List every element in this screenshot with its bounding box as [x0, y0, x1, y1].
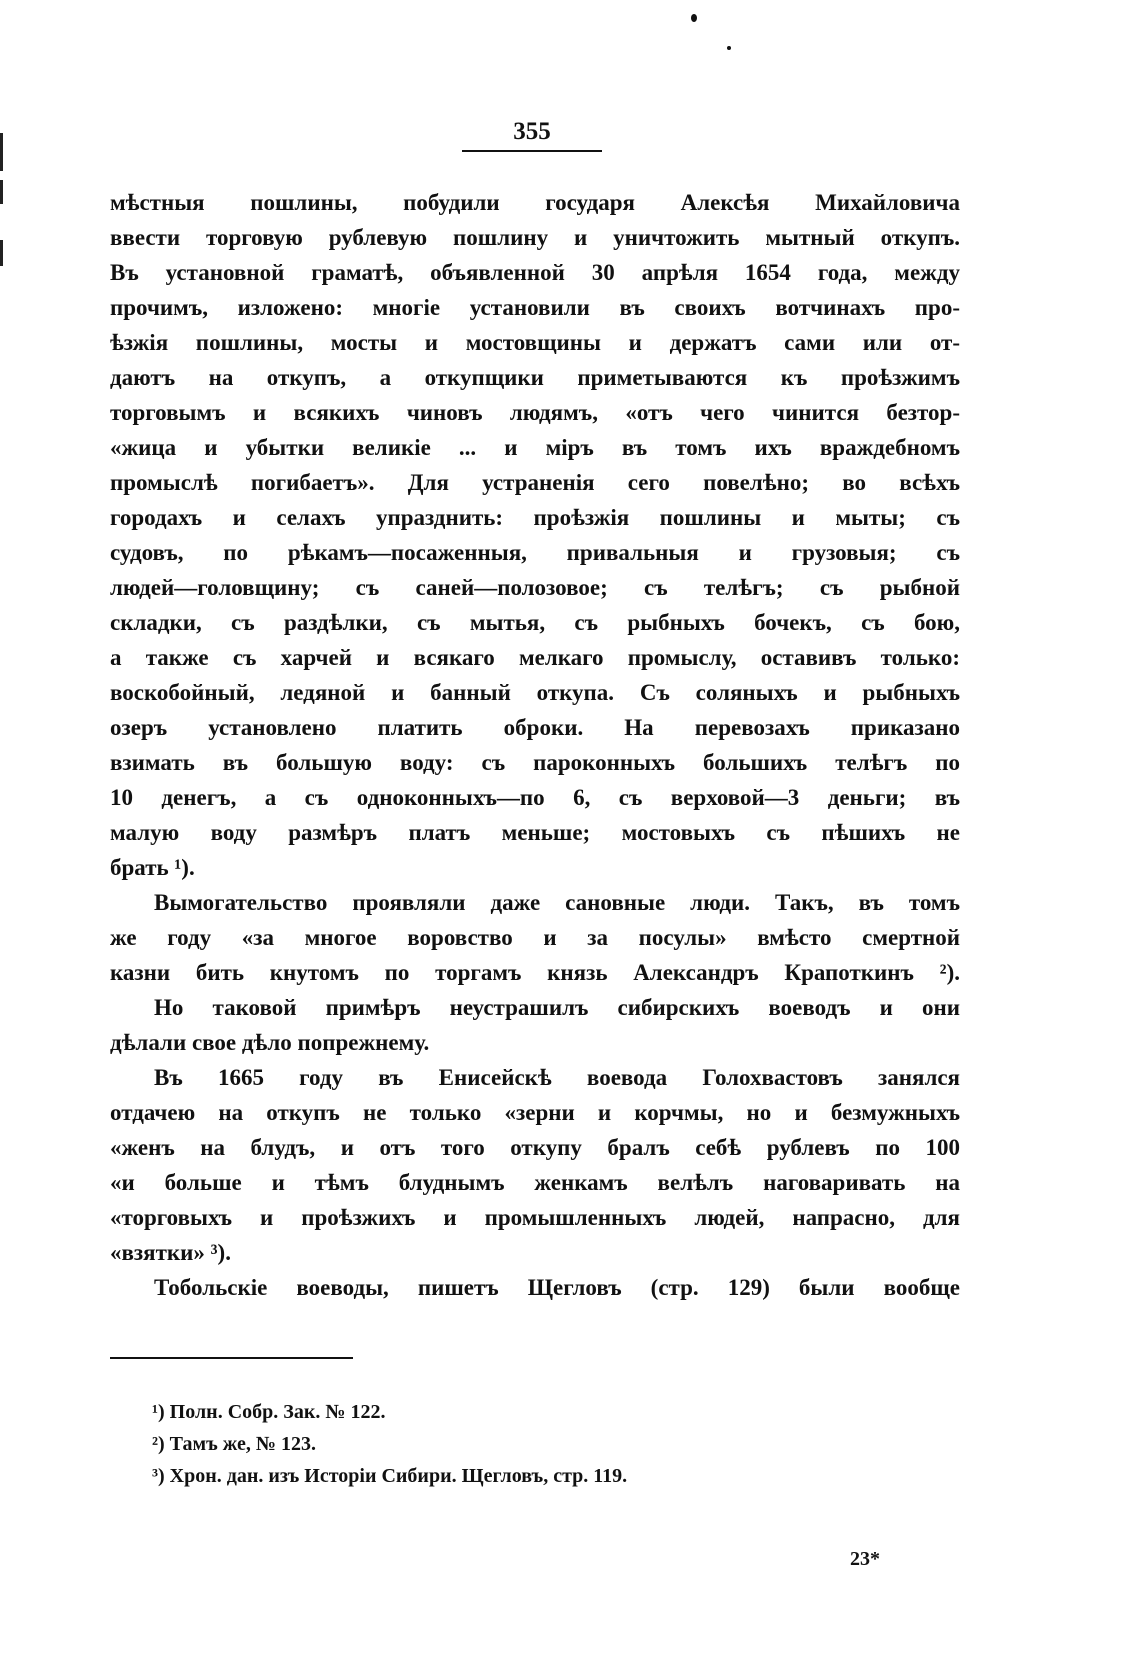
text-line: а также съ харчей и всякаго мелкаго промыслу, оставивъ только: — [110, 645, 960, 670]
footnote-2: ²) Тамъ же, № 123. — [152, 1433, 316, 1455]
text-line: озеръ установлено платить оброки. На перевозахъ приказано — [110, 715, 960, 740]
text-line: мѣстныя пошлины, побудили государя Алексѣя Михайловича — [110, 190, 960, 215]
text-line: дѣлали свое дѣло попрежнему. — [110, 1030, 430, 1055]
text-line: людей—головщину; съ саней—полозовое; съ телѣгъ; съ рыбной — [110, 575, 960, 600]
text-line: ѣзжія пошлины, мосты и мостовщины и держатъ сами или от- — [110, 330, 960, 355]
text-line: «взятки» ³). — [110, 1240, 231, 1265]
text-line: Тобольскіе воеводы, пишетъ Щегловъ (стр. 129) были вообще — [154, 1275, 960, 1300]
margin-mark — [0, 133, 3, 171]
text-line: судовъ, по рѣкамъ—посаженныя, привальныя и грузовыя; съ — [110, 540, 960, 565]
text-line: отдачею на откупъ не только «зерни и корчмы, но и безмужныхъ — [110, 1100, 960, 1125]
margin-mark — [0, 240, 3, 266]
text-line: казни бить кнутомъ по торгамъ князь Александръ Крапоткинъ ²). — [110, 960, 960, 985]
page-number: 355 — [513, 118, 551, 145]
page-number-rule — [462, 150, 602, 152]
ink-speck — [691, 14, 697, 22]
text-line: «женъ на блудъ, и отъ того откупу бралъ себѣ рублевъ по 100 — [110, 1135, 960, 1160]
body-text — [110, 185, 960, 1305]
text-line: брать ¹). — [110, 855, 195, 880]
text-line: малую воду размѣръ платъ меньше; мостовыхъ съ пѣшихъ не — [110, 820, 960, 845]
signature-mark: 23* — [850, 1548, 880, 1570]
footnotes — [152, 1396, 627, 1492]
text-line: Но таковой примѣръ неустрашилъ сибирскихъ воеводъ и они — [154, 995, 960, 1020]
margin-mark — [0, 180, 3, 204]
text-line: ввести торговую рублевую пошлину и уничтожить мытный откупъ. — [110, 225, 960, 250]
text-line: «и больше и тѣмъ блуднымъ женкамъ велѣлъ наговаривать на — [110, 1170, 960, 1195]
text-line: 10 денегъ, а съ одноконныхъ—по 6, съ верховой—3 деньги; въ — [110, 785, 960, 810]
text-line: же году «за многое воровство и за посулы» вмѣсто смертной — [110, 925, 960, 950]
text-line: «торговыхъ и проѣзжихъ и промышленныхъ людей, напрасно, для — [110, 1205, 960, 1230]
footnote-rule — [110, 1357, 353, 1359]
text-line: торговымъ и всякихъ чиновъ людямъ, «отъ чего чинится безтор- — [110, 400, 960, 425]
text-line: Въ установной граматѣ, объявленной 30 апрѣля 1654 года, между — [110, 260, 960, 285]
text-line: даютъ на откупъ, а откупщики приметываются къ проѣзжимъ — [110, 365, 960, 390]
text-line: складки, съ раздѣлки, съ мытья, съ рыбныхъ бочекъ, съ бою, — [110, 610, 960, 635]
footnote-1: ¹) Полн. Собр. Зак. № 122. — [152, 1401, 386, 1423]
text-line: Вымогательство проявляли даже сановные люди. Такъ, въ томъ — [154, 890, 960, 915]
text-line: взимать въ большую воду: съ пароконныхъ большихъ телѣгъ по — [110, 750, 960, 775]
text-line: промыслѣ погибаетъ». Для устраненія сего повелѣно; во всѣхъ — [110, 470, 960, 495]
text-line: городахъ и селахъ упразднить: проѣзжія пошлины и мыты; съ — [110, 505, 960, 530]
text-line: прочимъ, изложено: многіе установили въ своихъ вотчинахъ про- — [110, 295, 960, 320]
text-line: «жица и убытки великіе ... и міръ въ томъ ихъ враждебномъ — [110, 435, 960, 460]
text-line: воскобойный, ледяной и банный откупа. Съ соляныхъ и рыбныхъ — [110, 680, 960, 705]
footnote-3: ³) Хрон. дан. изъ Исторіи Сибири. Щегловъ, стр. 119. — [152, 1465, 628, 1487]
ink-speck — [727, 46, 731, 50]
text-line: Въ 1665 году въ Енисейскѣ воевода Голохвастовъ занялся — [154, 1065, 960, 1090]
